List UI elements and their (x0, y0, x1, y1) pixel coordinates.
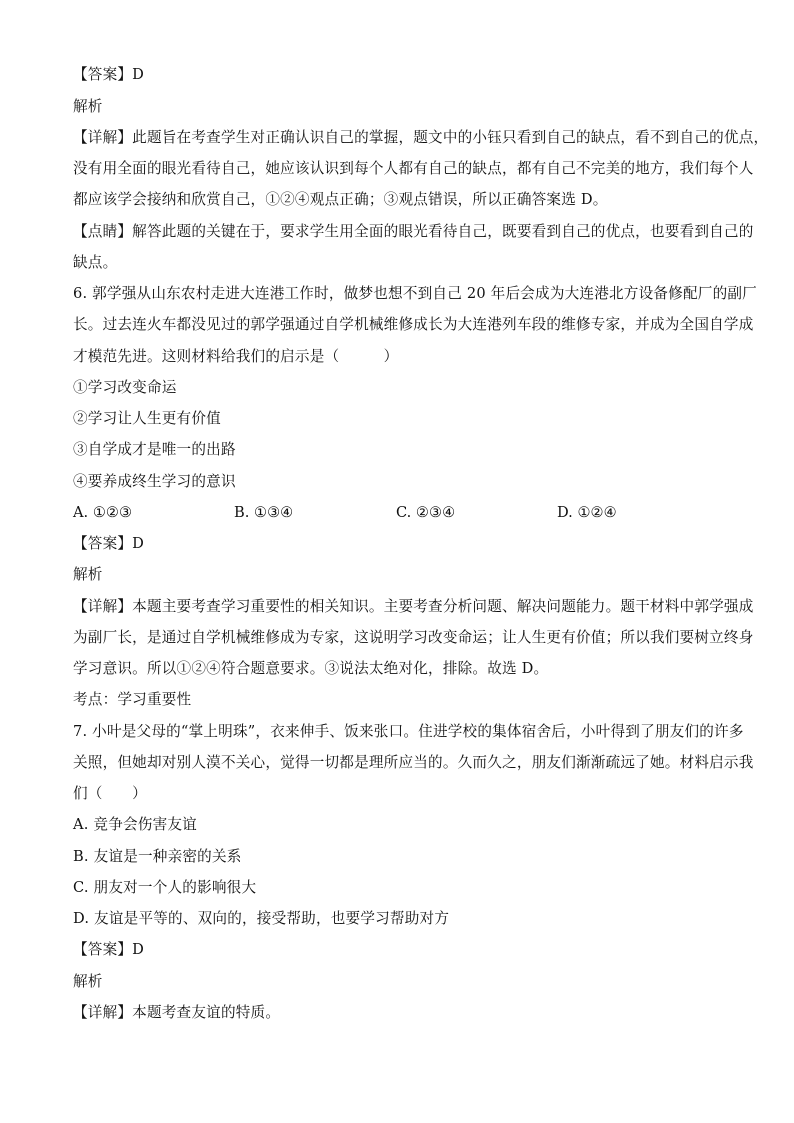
q6-stem-line-3: 才模范先进。这则材料给我们的启示是（ ） (73, 348, 399, 365)
q7-stem-line-1: 7. 小叶是父母的“掌上明珠”，衣来伸手、饭来张口。住进学校的集体宿舍后，小叶得到了朋友们的许多 (73, 723, 744, 740)
q5-tip-line-1: 【点睛】解答此题的关键在于，要求学生用全面的眼光看待自己，既要看到自己的优点，也要看到自己的 (73, 223, 754, 240)
q6-option-a: A. ①②③ (73, 504, 133, 521)
q5-detail-line-1: 【详解】此题旨在考查学生对正确认识自己的掌握，题文中的小钰只看到自己的缺点，看不到自己的优点， (73, 129, 769, 146)
q6-detail-line-2: 为副厂长，是通过自学机械维修成为专家，这说明学习改变命运；让人生更有价值；所以我们要树立终身 (73, 629, 754, 646)
q6-stem-line-1: 6. 郭学强从山东农村走进大连港工作时，做梦也想不到自己 20 年后会成为大连港北方设备修配厂的副厂 (73, 285, 757, 302)
q6-option-d: D. ①②④ (557, 504, 617, 521)
q6-option-b: B. ①③④ (234, 504, 294, 521)
q7-option-a: A. 竞争会伤害友谊 (73, 816, 197, 833)
q7-detail-line-1: 【详解】本题考查友谊的特质。 (73, 1004, 281, 1021)
q5-analysis-heading: 解析 (73, 98, 103, 115)
q6-stem-line-2: 长。过去连火车都没见过的郭学强通过自学机械维修成长为大连港列车段的维修专家，并成为全国自学成 (73, 316, 754, 333)
q7-stem-line-2: 关照，但她却对别人漠不关心，觉得一切都是理所应当的。久而久之，朋友们渐渐疏远了她。材料启示我 (73, 754, 754, 771)
q6-statement-4: ④要养成终生学习的意识 (73, 473, 236, 490)
q6-statement-3: ③自学成才是唯一的出路 (73, 441, 236, 458)
q7-answer: 【答案】D (73, 941, 145, 958)
q5-tip-line-2: 缺点。 (73, 254, 118, 271)
q7-analysis-heading: 解析 (73, 973, 103, 990)
q6-detail-line-3: 学习意识。所以①②④符合题意要求。③说法太绝对化，排除。故选 D。 (73, 660, 549, 677)
q6-statement-1: ①学习改变命运 (73, 379, 177, 396)
q5-detail-line-3: 都应该学会接纳和欣赏自己，①②④观点正确；③观点错误，所以正确答案选 D。 (73, 191, 608, 208)
q6-answer: 【答案】D (73, 535, 145, 552)
q6-detail-line-1: 【详解】本题主要考查学习重要性的相关知识。主要考查分析问题、解决问题能力。题干材料中郭学强成 (73, 598, 754, 615)
q6-knowledge-point: 考点：学习重要性 (73, 691, 192, 708)
q5-detail-line-2: 没有用全面的眼光看待自己，她应该认识到每个人都有自己的缺点，都有自己不完美的地方，我们每个人 (73, 160, 754, 177)
q6-statement-2: ②学习让人生更有价值 (73, 410, 221, 427)
q7-option-d: D. 友谊是平等的、双向的，接受帮助，也要学习帮助对方 (73, 910, 450, 927)
q6-option-c: C. ②③④ (396, 504, 456, 521)
q7-option-b: B. 友谊是一种亲密的关系 (73, 848, 242, 865)
q5-answer: 【答案】D (73, 66, 145, 83)
q6-analysis-heading: 解析 (73, 566, 103, 583)
q7-option-c: C. 朋友对一个人的影响很大 (73, 879, 257, 896)
q7-stem-line-3: 们（ ） (73, 785, 147, 802)
